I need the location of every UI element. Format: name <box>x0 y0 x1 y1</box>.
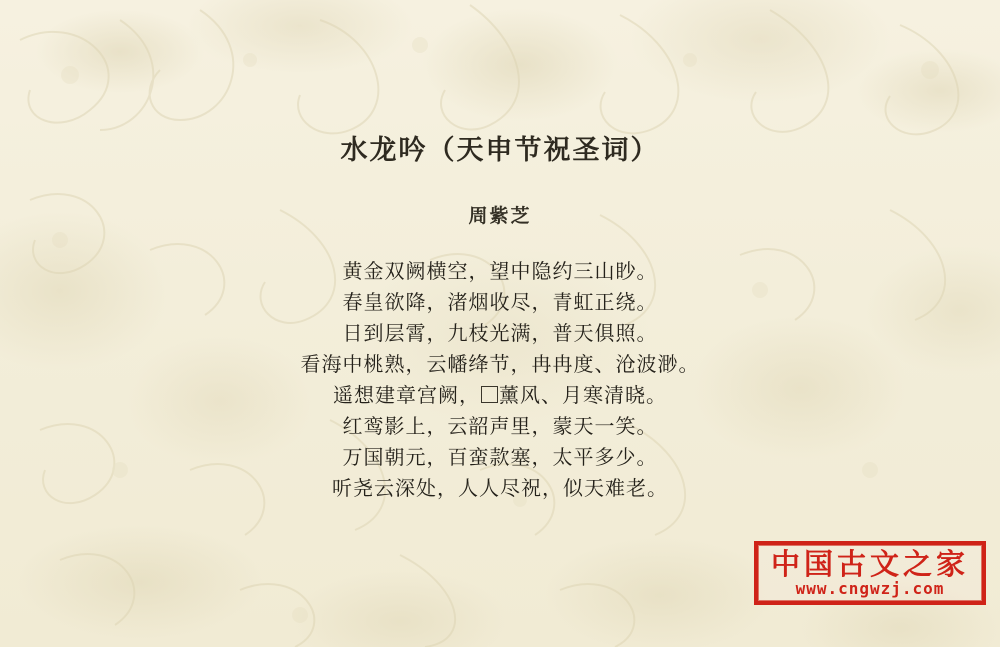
seal-site-url: www.cngwzj.com <box>795 579 945 598</box>
poem-line: 万国朝元，百蛮款塞，太平多少。 <box>342 445 658 469</box>
poem-line-part: 遥想建章宫阙， <box>333 383 480 407</box>
poem-line: 看海中桃熟，云幡绛节，冉冉度、沧波渺。 <box>300 352 700 376</box>
poem-line: 黄金双阙横空，望中隐约三山眇。 <box>342 259 658 283</box>
poem-body <box>301 256 700 504</box>
poem-line-part: 薰风、月寒清晓。 <box>499 383 667 407</box>
poem-line: 春皇欲降，渚烟收尽，青虹正绕。 <box>342 290 658 314</box>
poem-author: 周紫芝 <box>468 205 532 227</box>
missing-glyph-box <box>481 386 498 403</box>
page-title: 水龙吟（天申节祝圣词） <box>340 135 660 166</box>
poem-line: 听尧云深处，人人尽祝，似天难老。 <box>332 476 668 500</box>
poem-line <box>301 380 700 411</box>
poem-line: 日到层霄，九枝光满，普天俱照。 <box>342 321 658 345</box>
seal-site-name: 中国古文之家 <box>770 547 969 581</box>
poem-line: 红鸾影上，云韶声里，蒙天一笑。 <box>342 414 658 438</box>
watermark-seal <box>754 541 986 605</box>
